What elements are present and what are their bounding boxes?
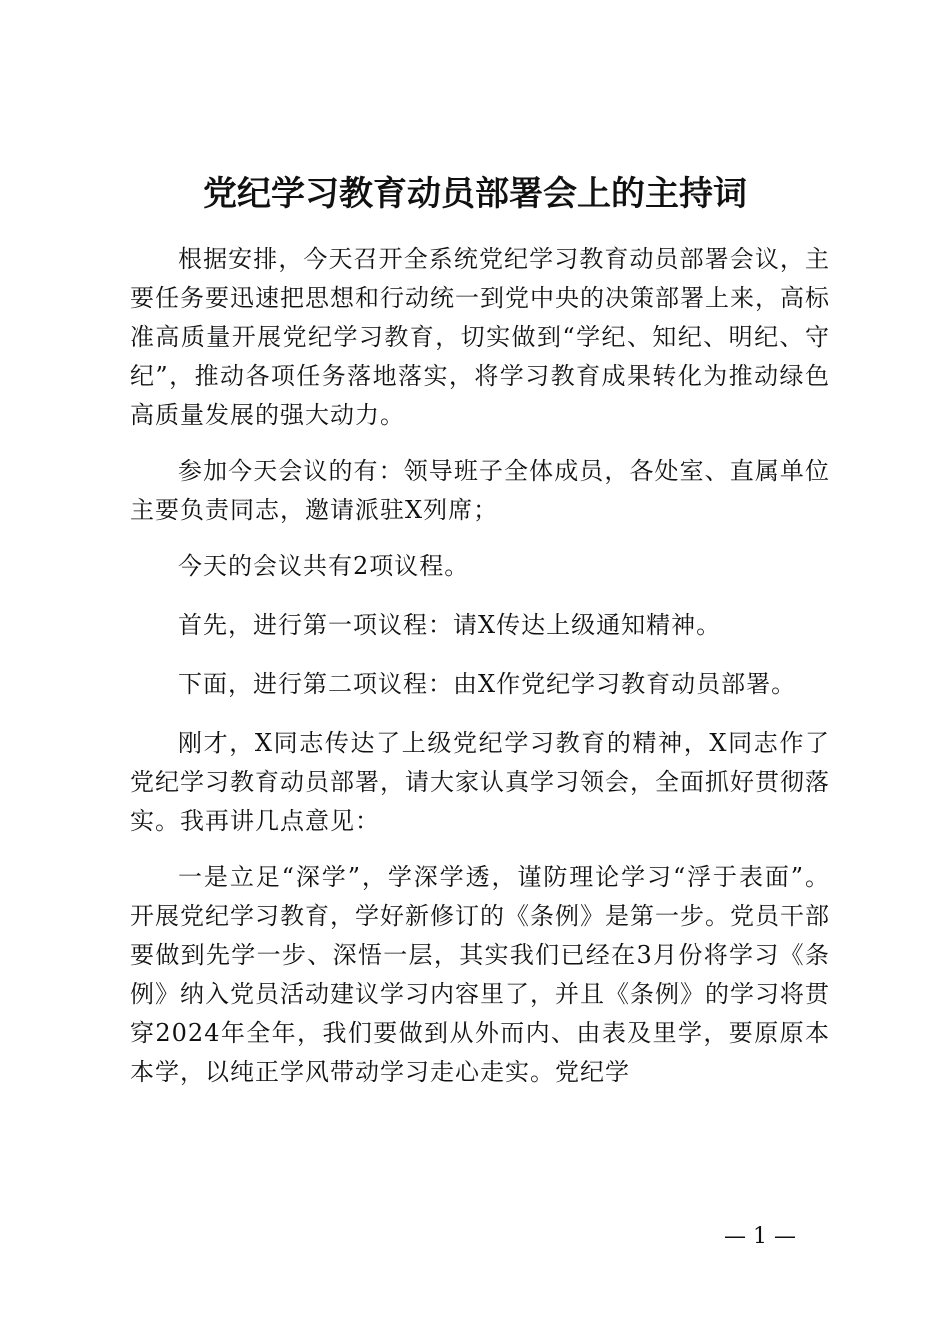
paragraph-agenda-second: 下面，进行第二项议程：由X作党纪学习教育动员部署。 (178, 670, 797, 698)
paragraph-arrangement: 根据安排，今天召开全系统党纪学习教育动员部署会议，主要任务要迅速把思想和行动统一到党中央的决策部署上来，高标准高质量开展党纪学习教育，切实做到“学纪、知纪、明纪、守纪”，推动各项任务落地落实，将学习教育成果转化为推动绿色高质量发展的强大动力。 (130, 245, 830, 429)
paragraph-summary: 刚才，X同志传达了上级党纪学习教育的精神，X同志作了党纪学习教育动员部署，请大家认真学习领会，全面抓好贯彻落实。我再讲几点意见： (130, 729, 830, 835)
paragraph-attendees: 参加今天会议的有：领导班子全体成员，各处室、直属单位主要负责同志，邀请派驻X列席； (130, 457, 830, 524)
paragraph-agenda-count: 今天的会议共有2项议程。 (178, 552, 470, 580)
document-title: 党纪学习教育动员部署会上的主持词 (203, 174, 747, 214)
paragraph-agenda-first: 首先，进行第一项议程：请X传达上级通知精神。 (178, 611, 722, 639)
document-body (130, 240, 830, 1109)
page-number: — 1 — (724, 1224, 796, 1249)
paragraph-point-one: 一是立足“深学”，学深学透，谨防理论学习“浮于表面”。开展党纪学习教育，学好新修订的《条例》是第一步。党员干部要做到先学一步、深悟一层，其实我们已经在3月份将学习《条例》纳入党员活动建议学习内容里了，并且《条例》的学习将贯穿2024年全年，我们要做到从外而内、由表及里学，要原原本本学，以纯正学风带动学习走心走实。党纪学 (130, 863, 830, 1086)
